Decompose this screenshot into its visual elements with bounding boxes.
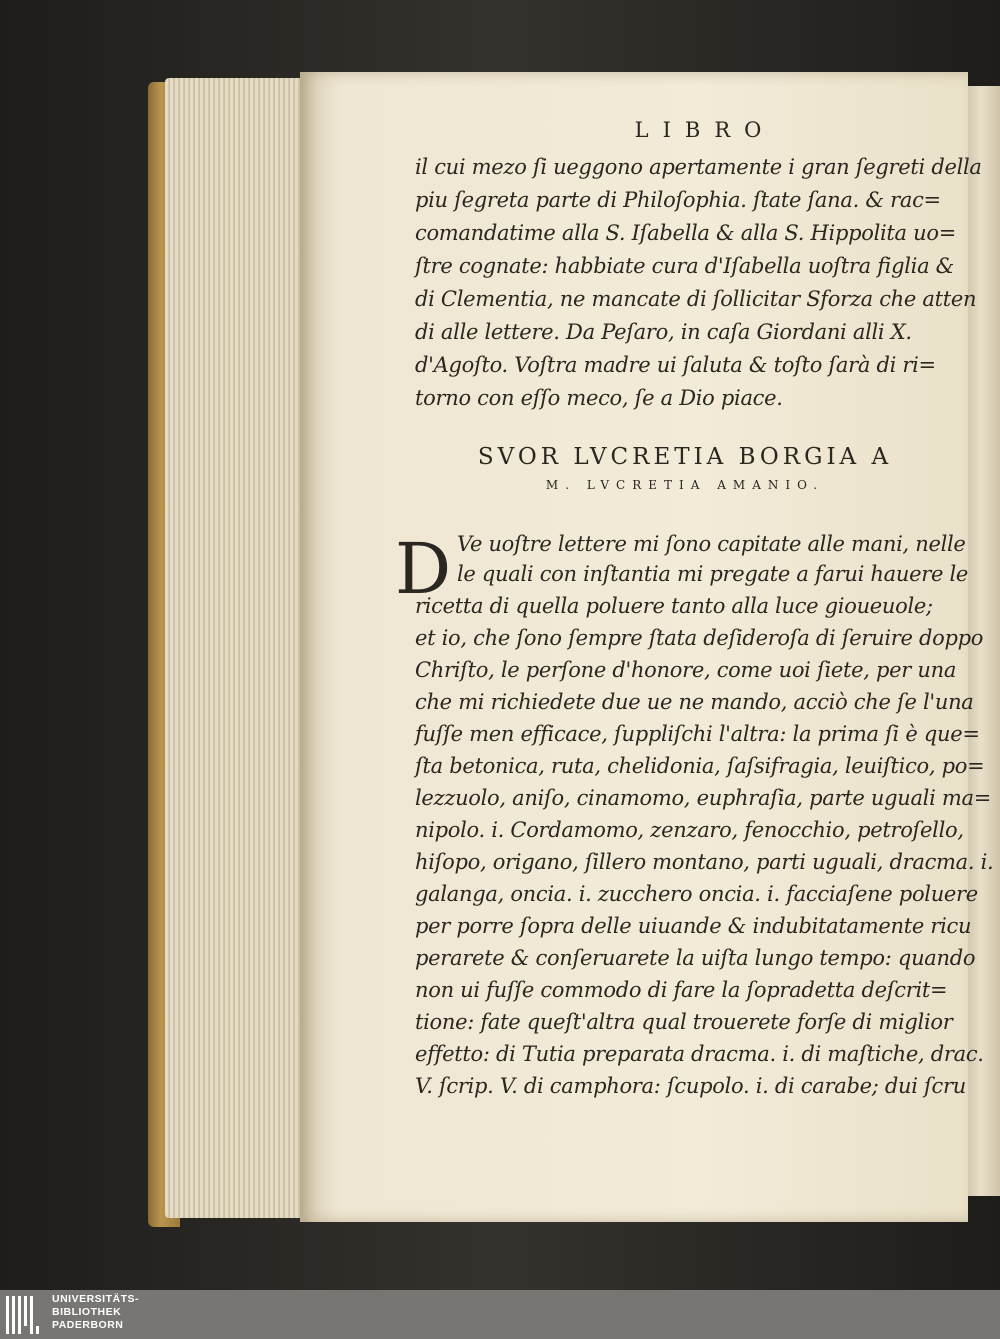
text-line: torno con eſſo meco, ſe a Dio piace. (415, 386, 783, 410)
text-line: piu ſegreta parte di Philoſophia. ſtate ſana. & rac= (415, 188, 941, 212)
letter-heading: SVOR LVCRETIA BORGIA A (477, 444, 893, 470)
text-line: V. ſcrip. V. di camphora: ſcupolo. i. di carabe; dui ſcru (415, 1074, 966, 1098)
library-logo-text (52, 1293, 139, 1332)
text-line: le quali con inſtantia mi pregate a farui hauere le (457, 562, 969, 586)
book-page (300, 72, 994, 1222)
text-line: il cui mezo ſi ueggono apertamente i gran ſegreti della (415, 155, 982, 179)
text-line: galanga, oncia. i. zucchero oncia. i. facciaſene poluere (415, 882, 978, 906)
logo-line: BIBLIOTHEK (52, 1306, 122, 1318)
text-line: non ui fuſſe commodo di fare la ſopradetta deſcrit= (415, 978, 948, 1002)
text-line: perarete & conſeruarete la uiſta lungo tempo: quando (415, 946, 976, 970)
text-line: fuſſe men efficace, ſuppliſchi l'altra: la prima ſi è que= (415, 722, 980, 746)
text-line: d'Agoſto. Voſtra madre ui ſaluta & toſto ſarà di ri= (415, 353, 936, 377)
text-line: et io, che ſono ſempre ſtata deſideroſa di ſeruire doppo (415, 626, 984, 650)
text-line: hiſopo, origano, ſillero montano, parti uguali, dracma. i. (415, 850, 994, 874)
text-line: ſta betonica, ruta, chelidonia, ſaſsifragia, leuiſtico, po= (415, 754, 985, 778)
logo-line: UNIVERSITÄTS- (52, 1293, 140, 1305)
text-line: effetto: di Tutia preparata dracma. i. di maſtiche, drac. (415, 1042, 984, 1066)
text-line: comandatime alla S. Iſabella & alla S. Hippolita uo= (415, 221, 957, 245)
text-line: che mi richiedete due ue ne mando, acciò che ſe l'una (415, 690, 974, 714)
text-line: ricetta di quella poluere tanto alla luce gioueuole; (415, 594, 933, 618)
drop-cap: D (395, 528, 452, 610)
library-logo-icon (6, 1296, 46, 1334)
page-stack-edges (165, 78, 320, 1218)
running-head: LIBRO (634, 118, 776, 142)
text-line: per porre ſopra delle uiuande & indubitatamente ricu (415, 914, 972, 938)
text-line: ſtre cognate: habbiate cura d'Iſabella uoſtra figlia & (415, 254, 955, 278)
library-footer (0, 1290, 1000, 1339)
letter-subheading: M. LVCRETIA AMANIO. (545, 478, 825, 492)
text-line: di Clementia, ne mancate di ſollicitar Sforza che atten (415, 287, 977, 311)
text-line: lezzuolo, aniſo, cinamomo, euphraſia, parte uguali ma= (415, 786, 991, 810)
text-line: Chriſto, le perſone d'honore, come uoi ſiete, per una (415, 658, 957, 682)
logo-line: PADERBORN (52, 1319, 124, 1331)
text-line: di alle lettere. Da Peſaro, in caſa Giordani alli X. (415, 320, 912, 344)
text-line: tione: fate queſt'altra qual trouerete forſe di miglior (415, 1010, 953, 1034)
text-line: nipolo. i. Cordamomo, zenzaro, fenocchio, petroſello, (415, 818, 964, 842)
text-line: Ve uoſtre lettere mi ſono capitate alle mani, nelle (457, 532, 966, 556)
